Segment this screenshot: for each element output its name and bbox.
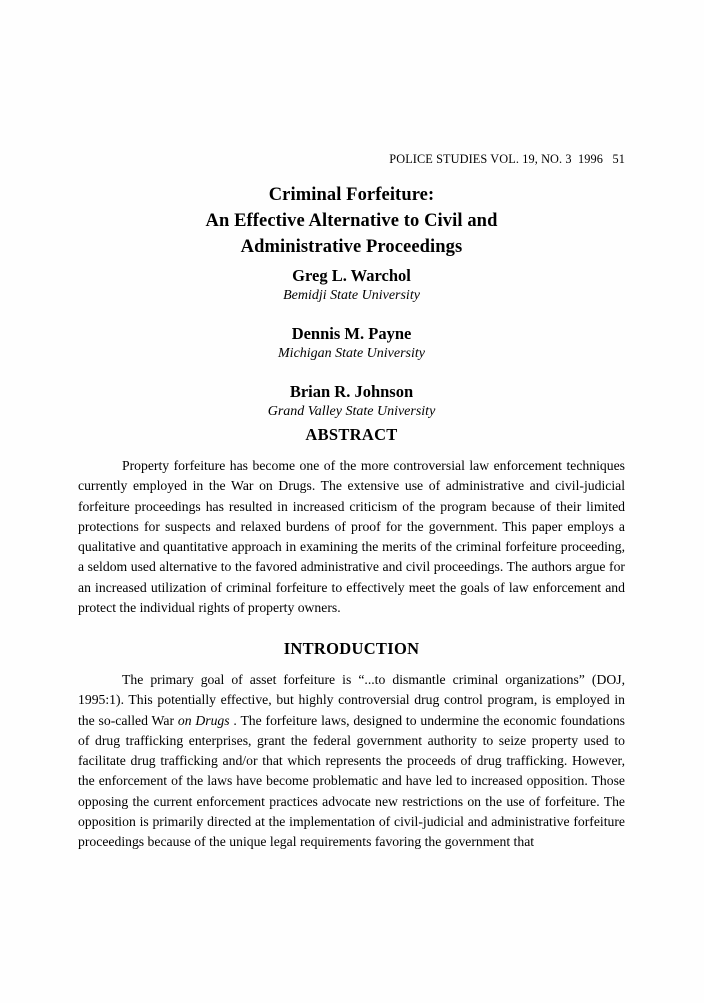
introduction-heading: INTRODUCTION <box>283 639 420 658</box>
author-entry <box>78 381 625 421</box>
intro-italic-phrase: on Drugs <box>177 712 230 728</box>
running-header: POLICE STUDIES VOL. 19, NO. 3 1996 51 <box>389 152 625 166</box>
abstract-paragraph: Property forfeiture has become one of the more controversial law enforcement techniques currently employed in the War on Drugs. The extensive use of administrative and civil-judicial forfeiture proceedings has resulted in increased criticism of the program because of their limited protections for suspects and relaxed burdens of proof for the government. This paper employs a qualitative and quantitative approach in examining the merits of the criminal forfeiture proceeding, a seldom used alternative to the favored administrative and civil proceedings. The authors argue for an increased utilization of criminal forfeiture to effectively meet the goals of law enforcement and protect the individual rights of property owners. <box>78 458 625 616</box>
author-entry <box>78 323 625 363</box>
article-title-line-2: An Effective Alternative to Civil and <box>205 211 498 231</box>
intro-text-part-2: . The forfeiture laws, designed to undermine the economic foundations of drug trafficking enterprises, grant the federal government authority to seize property used to facilitate drug trafficking and/or that which represents the proceeds of drug trafficking. However, the enforcement of the laws have become problematic and have led to increased opposition. Those opposing the current enforcement practices advocate new restrictions on the use of forfeiture. The opposition is primarily directed at the implementation of civil-judicial and administrative forfeiture proceedings because of the unique legal requirements favoring the government that <box>78 712 625 850</box>
intro-text-part-1: The primary goal of asset forfeiture is “...to dismantle criminal organizations” (DOJ, 1995:1). This potentially effective, but highly controversial drug control program, is employed in the so-called War <box>78 672 625 728</box>
author-name: Brian R. Johnson <box>289 382 414 401</box>
article-title-line-3: Administrative Proceedings <box>240 237 463 257</box>
author-affiliation: Grand Valley State University <box>267 404 436 419</box>
abstract-heading: ABSTRACT <box>305 425 398 444</box>
author-list <box>78 265 625 421</box>
article-title-line-1: Criminal Forfeiture: <box>268 185 435 205</box>
author-entry <box>78 265 625 305</box>
author-name: Greg L. Warchol <box>292 266 411 285</box>
author-name: Dennis M. Payne <box>291 324 412 343</box>
author-affiliation: Michigan State University <box>278 346 425 361</box>
article-title <box>78 182 625 260</box>
author-affiliation: Bemidji State University <box>283 288 420 303</box>
introduction-paragraph <box>78 670 625 853</box>
